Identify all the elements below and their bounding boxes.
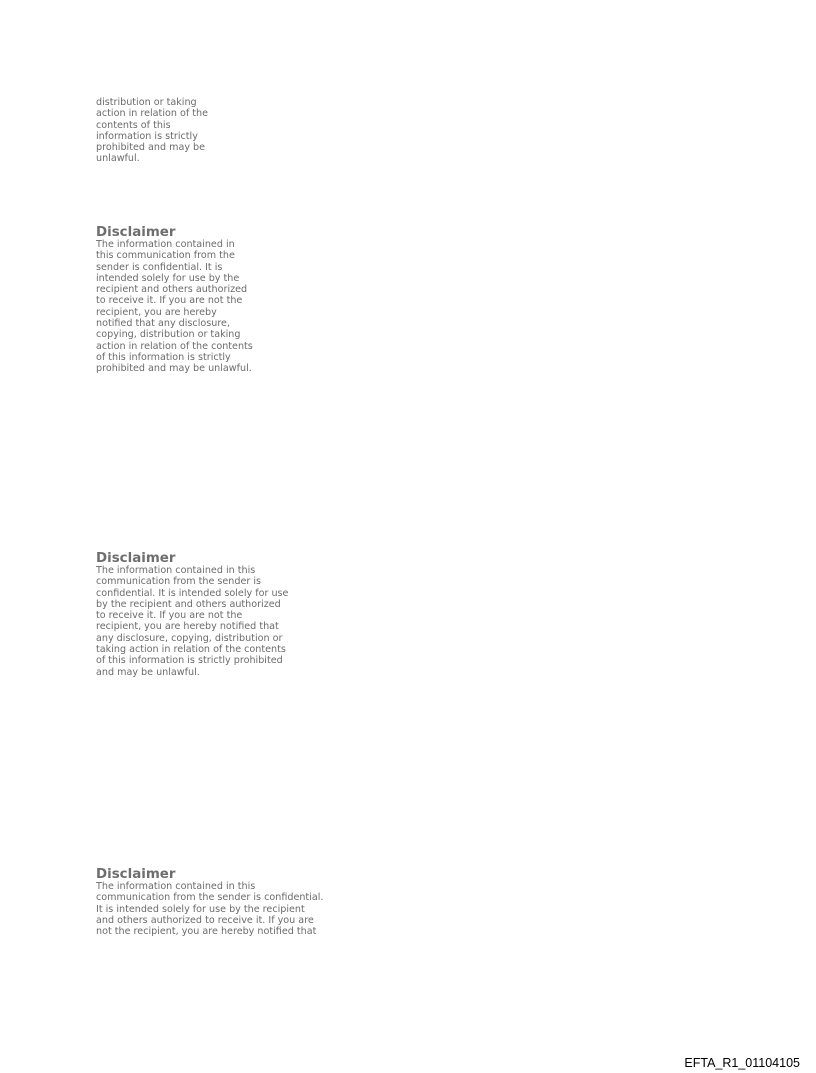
text-line: copying, distribution or taking: [96, 329, 241, 341]
text-line: recipient and others authorized: [96, 284, 248, 296]
text-line: It is intended solely for use by the recipient: [96, 903, 305, 915]
text-line: to receive it. If you are not the: [96, 610, 243, 622]
text-line: action in relation of the contents: [96, 340, 253, 352]
text-line: intended solely for use by the: [96, 272, 240, 284]
text-line: communication from the sender is: [96, 576, 262, 588]
text-line: of this information is strictly: [96, 351, 231, 363]
disclaimer-block-2: [96, 552, 288, 678]
text-line: notified that any disclosure,: [96, 318, 231, 330]
disclaimer-heading: Disclaimer: [96, 551, 176, 566]
disclaimer-block-1: [96, 226, 253, 375]
text-line: The information contained in: [96, 239, 235, 250]
text-line: and may be unlawful.: [96, 666, 200, 678]
disclaimer-block-3: [96, 868, 323, 937]
document-id-footer: EFTA_R1_01104105: [684, 1056, 800, 1070]
text-line: distribution or taking: [96, 97, 197, 108]
text-line: The information contained in this: [96, 565, 256, 576]
text-line: prohibited and may be unlawful.: [96, 363, 252, 375]
text-line: by the recipient and others authorized: [96, 598, 281, 610]
text-line: confidential. It is intended solely for use: [96, 587, 289, 599]
text-line: information is strictly: [96, 130, 198, 142]
text-line: sender is confidential. It is: [96, 261, 223, 273]
text-line: of this information is strictly prohibited: [96, 655, 283, 667]
text-line: unlawful.: [96, 153, 140, 165]
disclaimer-heading: Disclaimer: [96, 867, 176, 882]
text-line: The information contained in this: [96, 881, 256, 892]
text-line: prohibited and may be: [96, 142, 206, 154]
text-line: recipient, you are hereby notified that: [96, 621, 279, 633]
disclaimer-heading: Disclaimer: [96, 225, 176, 240]
text-line: communication from the sender is confidential.: [96, 892, 324, 904]
text-line: any disclosure, copying, distribution or: [96, 632, 283, 644]
text-line: recipient, you are hereby: [96, 306, 217, 318]
text-line: action in relation of the: [96, 108, 209, 120]
text-line: this communication from the: [96, 250, 235, 262]
disclaimer-fragment: [96, 97, 208, 165]
text-line: contents of this: [96, 119, 171, 131]
text-line: to receive it. If you are not the: [96, 295, 243, 307]
text-line: taking action in relation of the contents: [96, 644, 286, 656]
text-line: and others authorized to receive it. If you are: [96, 914, 314, 926]
text-line: not the recipient, you are hereby notified that: [96, 926, 317, 938]
